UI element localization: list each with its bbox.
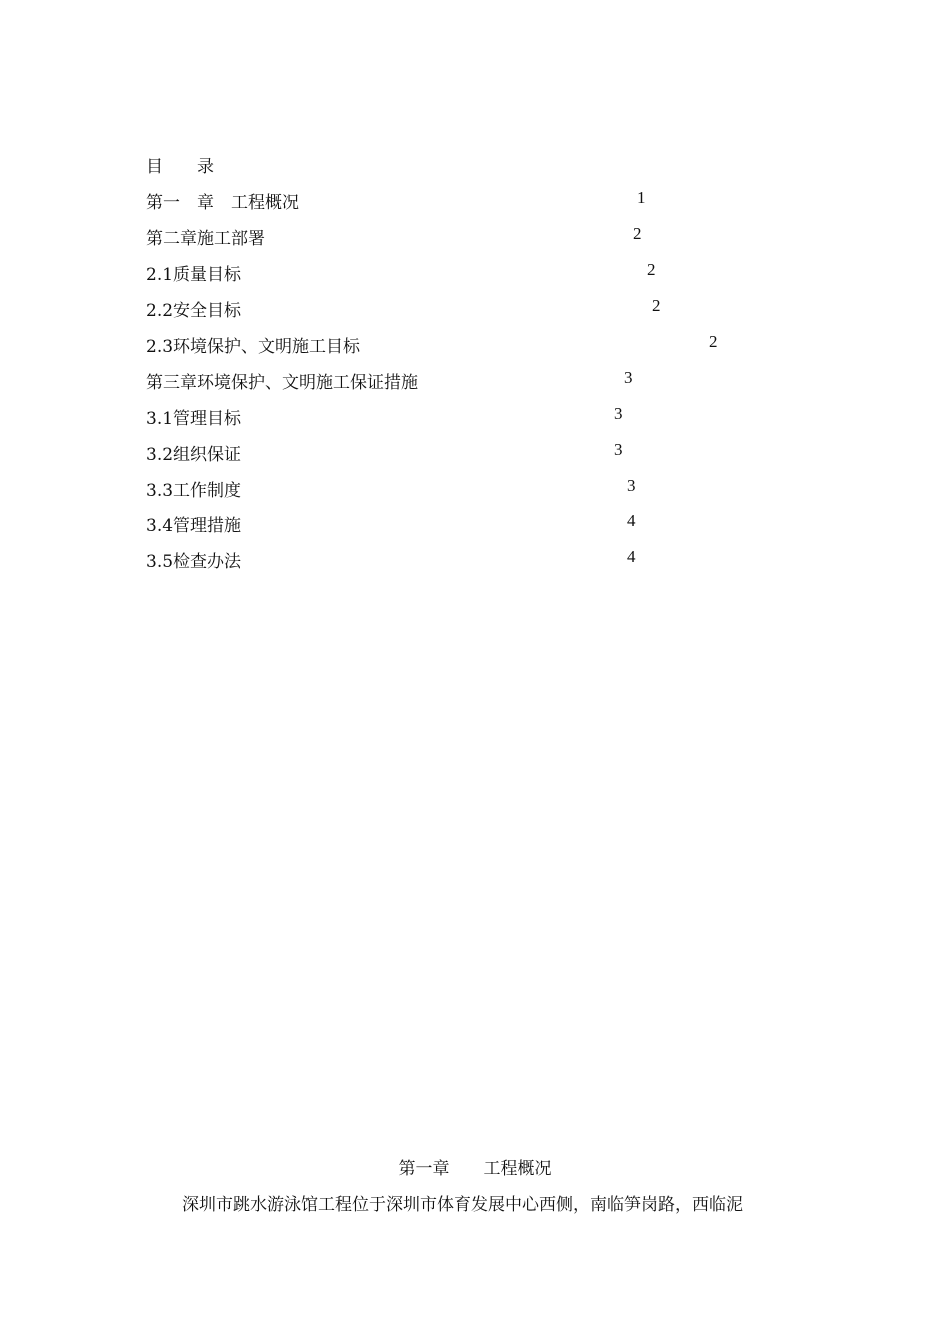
- toc-entry[interactable]: [146, 332, 718, 357]
- toc-entry-page: 3: [614, 440, 623, 459]
- toc-entry-page: 4: [627, 547, 636, 566]
- toc-entry-page: 3: [614, 404, 623, 423]
- toc-entry-page: 2: [633, 224, 642, 243]
- toc-entry-label: 第二章施工部署: [146, 229, 265, 249]
- toc-entry-label: 3.1管理目标: [146, 409, 242, 429]
- toc-entry-label: 第三章环境保护、文明施工保证措施: [146, 373, 418, 393]
- toc-entry-page: 4: [627, 511, 636, 530]
- chapter-heading: 第一章 工程概况: [398, 1159, 552, 1179]
- toc-entry-label: 2.1质量目标: [146, 265, 242, 285]
- toc-entry[interactable]: [146, 296, 661, 321]
- chapter-paragraph: 深圳市跳水游泳馆工程位于深圳市体育发展中心西侧，南临笋岗路，西临泥: [182, 1195, 743, 1215]
- toc-title: 目 录: [146, 157, 214, 177]
- toc-entry-page: 3: [627, 476, 636, 495]
- toc-entry[interactable]: [146, 547, 636, 572]
- toc-entry-label: 第一 章 工程概况: [146, 193, 299, 213]
- toc-entry-label: 3.3工作制度: [146, 481, 242, 501]
- toc-entry[interactable]: [146, 511, 636, 536]
- toc-entry[interactable]: [146, 368, 633, 393]
- toc-entry-label: 3.4管理措施: [146, 516, 242, 536]
- toc-entry-label: 3.5检查办法: [146, 552, 242, 572]
- toc-entry[interactable]: [146, 260, 656, 285]
- toc-entry-label: 2.3环境保护、文明施工目标: [146, 337, 361, 357]
- toc-entry-page: 2: [709, 332, 718, 351]
- toc-entry-page: 2: [652, 296, 661, 315]
- toc-entry-label: 2.2安全目标: [146, 301, 242, 321]
- toc-entry[interactable]: [146, 440, 623, 465]
- toc-entry[interactable]: [146, 404, 623, 429]
- toc-entry-page: 1: [637, 188, 646, 207]
- toc-entry[interactable]: [146, 476, 636, 501]
- toc-entry[interactable]: [146, 224, 642, 249]
- toc-entry[interactable]: [146, 188, 646, 213]
- toc-entry-label: 3.2组织保证: [146, 445, 242, 465]
- toc-entry-page: 3: [624, 368, 633, 387]
- toc-entry-page: 2: [647, 260, 656, 279]
